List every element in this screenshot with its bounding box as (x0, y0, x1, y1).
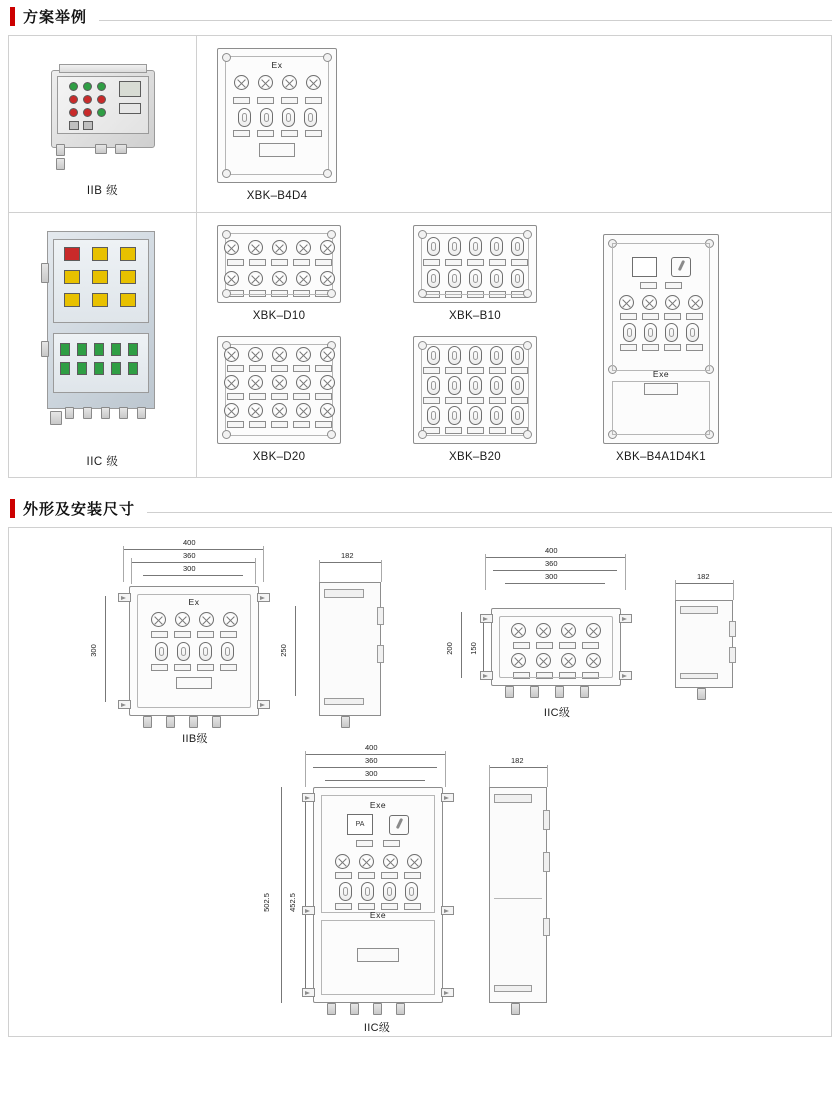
front-view-iic-large (313, 787, 443, 1003)
figures-cell-iic (197, 213, 831, 477)
cable-gland (327, 1003, 336, 1015)
dimension-drawings (8, 527, 832, 1037)
figure-xbk-d20 (207, 332, 351, 467)
ex-marking: Ex (188, 597, 200, 607)
cable-gland (143, 716, 152, 728)
panel-b4d4 (217, 48, 337, 183)
examples-table (8, 35, 832, 478)
pa-display: PA (347, 814, 373, 835)
table-row (9, 212, 831, 477)
drawing-iic-large: 400 360 300 502.5 452.5 Exe PA Exe IIC级 182 (259, 743, 619, 1033)
panel-d20 (217, 336, 341, 444)
section-header-dimensions (8, 492, 832, 527)
cable-gland (580, 686, 589, 698)
exe-marking: Exe (652, 369, 670, 379)
cable-gland (396, 1003, 405, 1015)
drawing-iib: 400 360 300 300 250 Ex IIB级 182 (91, 538, 421, 743)
side-view-iic-small (675, 600, 733, 688)
drawing-caption: IIC级 (543, 707, 571, 719)
cable-gland (373, 1003, 382, 1015)
ex-marking: Ex (271, 60, 283, 70)
grade-cell-iib (9, 36, 197, 212)
figure-caption: XBK–B10 (449, 310, 501, 322)
figure-grid (207, 44, 821, 206)
drawing-caption: IIB级 (182, 733, 208, 745)
accent-bar (10, 499, 15, 518)
figure-xbk-b20 (403, 332, 547, 467)
cable-gland (505, 686, 514, 698)
front-view-iic-small (491, 608, 621, 686)
cable-gland (555, 686, 564, 698)
explosion-proof-control-box-iib-photo (43, 52, 163, 172)
figure-caption: XBK–B20 (449, 451, 501, 463)
divider (99, 20, 832, 21)
section-title-dimensions: 外形及安装尺寸 (23, 501, 136, 518)
side-view-iic-large (489, 787, 547, 1003)
divider (147, 512, 832, 513)
figure-caption: XBK–D10 (252, 310, 306, 322)
exe-marking-bottom: Exe (369, 910, 387, 920)
figure-xbk-b4a1d4k1 (593, 221, 729, 467)
panel-b4a1d4k1 (603, 234, 719, 444)
panel-b20 (413, 336, 537, 444)
figure-xbk-d10 (207, 221, 351, 326)
figure-xbk-b4d4 (207, 44, 347, 206)
cable-gland (530, 686, 539, 698)
drawing-iic-small: 400 360 300 200 150 IIC级 182 (439, 546, 779, 746)
grade-cell-iic (9, 213, 197, 477)
side-view-iib (319, 582, 381, 716)
figures-cell-iib (197, 36, 831, 212)
front-view-iib (129, 586, 259, 716)
explosion-proof-control-box-iic-photo (33, 223, 173, 443)
cable-gland (350, 1003, 359, 1015)
section-title-examples: 方案举例 (23, 9, 88, 26)
panel-d10 (217, 225, 341, 303)
figure-xbk-b10 (403, 221, 547, 326)
exe-marking-top: Exe (369, 800, 387, 810)
section-header-examples (8, 0, 832, 35)
table-row (9, 36, 831, 212)
figure-caption: XBK–D20 (252, 451, 306, 463)
panel-b10 (413, 225, 537, 303)
grade-label: IIC 级 (86, 456, 119, 468)
figure-caption: XBK–B4A1D4K1 (616, 451, 706, 463)
selector-switch-icon (389, 815, 409, 835)
drawing-caption: IIC级 (363, 1022, 391, 1034)
cable-gland (189, 716, 198, 728)
grade-label: IIB 级 (86, 185, 119, 197)
selector-switch-icon (671, 257, 691, 277)
figure-caption: XBK–B4D4 (246, 190, 308, 202)
cable-gland (212, 716, 221, 728)
accent-bar (10, 7, 15, 26)
cable-gland (166, 716, 175, 728)
